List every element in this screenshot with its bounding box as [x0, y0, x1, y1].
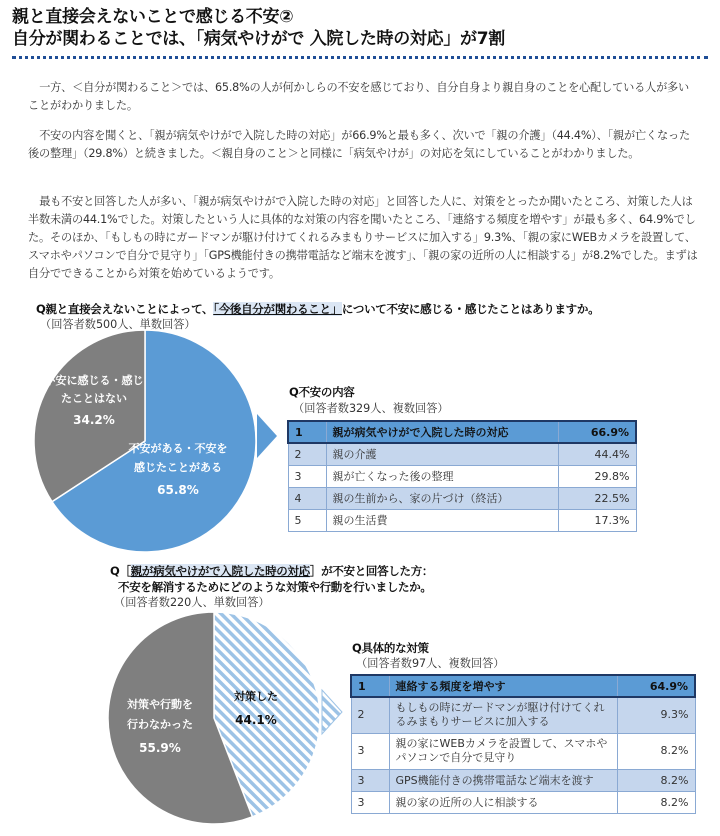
pie-chart-anxiety [30, 326, 260, 556]
table-row [351, 733, 695, 769]
q3-highlight: 親が病気やけがで入院した時の対応 [130, 564, 310, 578]
q2-respondents: （回答者数329人、複数回答） [293, 402, 449, 415]
value-cell: 9.3% [617, 697, 695, 733]
table-row [288, 465, 636, 487]
value-cell: 64.9% [617, 675, 695, 697]
value-cell: 8.2% [617, 733, 695, 769]
rank-cell: 3 [351, 791, 389, 813]
label-cell: 親の家の近所の人に相談する [389, 791, 617, 813]
pie1-value-not: 34.2% [73, 413, 115, 427]
pie2-value-took: 44.1% [235, 713, 277, 727]
label-cell: 親が亡くなった後の整理 [326, 465, 558, 487]
arrow-right-icon [255, 412, 279, 460]
q3-question-line-1 [110, 563, 433, 579]
label-cell: GPS機能付きの携帯電話など端末を渡す [389, 769, 617, 791]
rank-cell: 2 [288, 443, 326, 465]
pie1-label-anxious-1: 不安がある・不安を [128, 442, 228, 455]
rank-cell: 3 [351, 733, 389, 769]
rank-cell: 4 [288, 487, 326, 509]
q3-post: ］が不安と回答した方： [309, 564, 434, 578]
value-cell: 22.5% [558, 487, 636, 509]
pie-chart-countermeasure [104, 608, 324, 828]
q4-title: Q具体的な対策 [352, 641, 429, 655]
value-cell: 29.8% [558, 465, 636, 487]
table-row [288, 509, 636, 531]
q3-pre: Q［ [110, 564, 131, 578]
rank-cell: 2 [351, 697, 389, 733]
value-cell: 17.3% [558, 509, 636, 531]
page-title [12, 6, 712, 50]
title-line-1: 親と直接会えないことで感じる不安② [12, 7, 294, 27]
rank-cell: 3 [351, 769, 389, 791]
paragraph-3: 最も不安と回答した人が多い、「親が病気やけがで入院した時の対応」と回答した人に、対策をとったか聞いたところ、対策した人は半数未満の44.1%でした。対策したという人に具体的な対策の内容を聞いたところ、「連絡する頻度を増やす」が最も多く、64.9%でした。そのほか、「もしもの時にガードマンが駆け付けてくれるみまもりサービスに加入する」9.3%、「親の家にWEBカメラを設置して、スマホやパソコンで自分で見守り」「GPS機能付きの携帯電話など端末を渡す」、「親の家の近所の人に相談する」が8.2%でした。まずは自分でできることから対策を始めているようです。 [28, 195, 698, 280]
table-anxiety-contents [287, 420, 637, 532]
title-line-2: 自分が関わることでは、「病気やけがで 入院した時の対応」が7割 [12, 29, 505, 49]
rank-cell: 1 [351, 675, 389, 697]
rank-cell: 5 [288, 509, 326, 531]
table-row [288, 487, 636, 509]
q1-pre: Q親と直接会えないことによって、 [36, 302, 214, 316]
paragraph-1: 一方、＜自分が関わること＞では、65.8%の人が何かしらの不安を感じており、自分自身より親自身のことを心配している人が多いことがわかりました。 [28, 81, 690, 112]
q4-respondents: （回答者数97人、複数回答） [356, 657, 505, 670]
arrow-right-hatched-icon [320, 688, 344, 736]
pie2-label-none-2: 行わなかった [127, 718, 193, 731]
label-cell: 親の生前から、家の片づけ（終活） [326, 487, 558, 509]
label-cell: 親の生活費 [326, 509, 558, 531]
pie1-label-not-2: たことはない [61, 392, 127, 405]
q1-highlight: 「今後自分が関わること」 [213, 302, 342, 316]
pie1-label-not-1: 不安に感じる・感じ [44, 374, 144, 387]
q3-question-line-2: 不安を解消するためにどのような対策や行動を行いましたか。 [118, 580, 432, 594]
value-cell: 66.9% [558, 421, 636, 443]
label-cell: もしもの時にガードマンが駆け付けてくれるみまもりサービスに加入する [389, 697, 617, 733]
label-cell: 親が病気やけがで入院した時の対応 [326, 421, 558, 443]
table-row [351, 791, 695, 813]
q2-title: Q不安の内容 [289, 385, 355, 399]
pie2-value-none: 55.9% [139, 741, 181, 755]
value-cell: 44.4% [558, 443, 636, 465]
q1-respondents: （回答者数500人、単数回答） [40, 318, 196, 331]
label-cell: 親の介護 [326, 443, 558, 465]
value-cell: 8.2% [617, 791, 695, 813]
title-divider [12, 56, 708, 59]
table-countermeasures [350, 674, 696, 814]
pie2-label-took: 対策した [234, 690, 278, 703]
q1-post: について不安に感じる・感じたことはありますか。 [341, 302, 600, 316]
rank-cell: 3 [288, 465, 326, 487]
table-row [351, 697, 695, 733]
table-row [351, 675, 695, 697]
q1-question [36, 301, 599, 317]
label-cell: 親の家にWEBカメラを設置して、スマホやパソコンで自分で見守り [389, 733, 617, 769]
paragraph-2: 不安の内容を聞くと、「親が病気やけがで入院した時の対応」が66.9%と最も多く、次いで「親の介護」（44.4%）、「親が亡くなった後の整理」（29.8%）と続きました。＜親自身のこと＞と同様に「病気やけが」の対応を気にしていることがわかりました。 [28, 129, 690, 160]
pie1-value-anxious: 65.8% [157, 483, 199, 497]
pie1-label-anxious-2: 感じたことがある [134, 461, 222, 474]
table-row [288, 443, 636, 465]
pie2-label-none-1: 対策や行動を [127, 698, 193, 711]
table-row [288, 421, 636, 443]
value-cell: 8.2% [617, 769, 695, 791]
q3-respondents: （回答者数220人、単数回答） [114, 596, 270, 609]
rank-cell: 1 [288, 421, 326, 443]
label-cell: 連絡する頻度を増やす [389, 675, 617, 697]
table-row [351, 769, 695, 791]
